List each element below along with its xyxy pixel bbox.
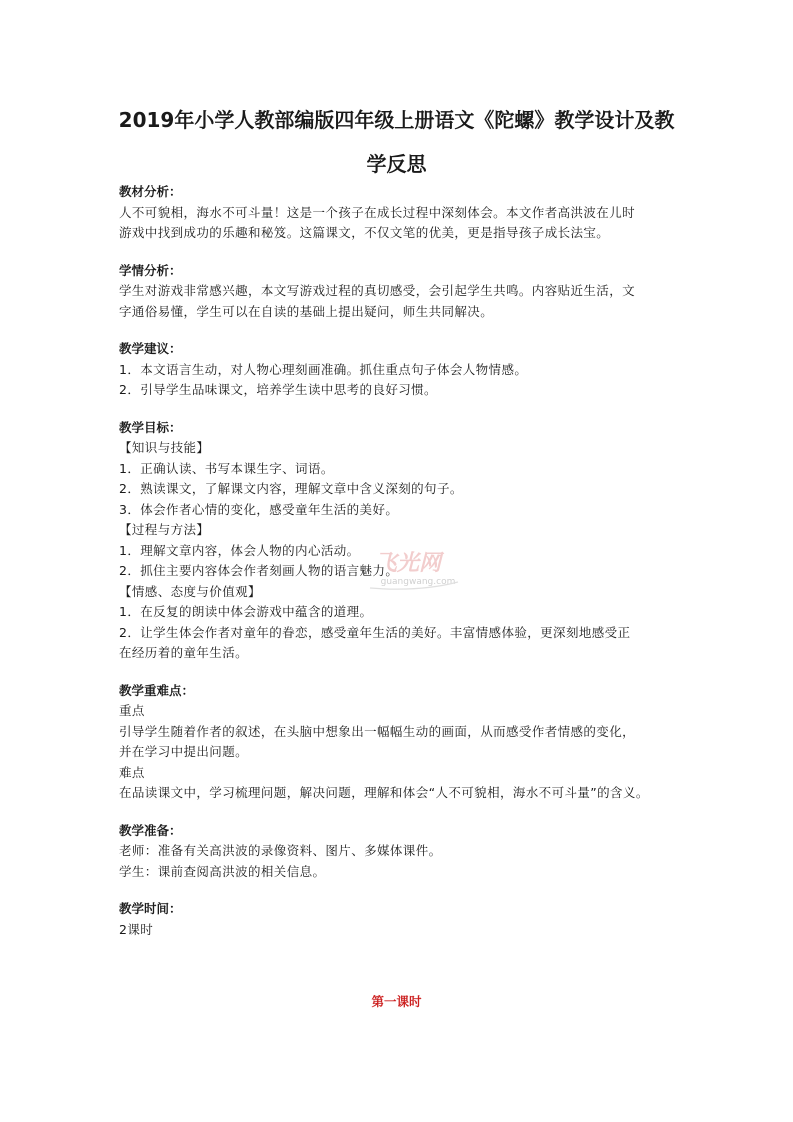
- watermark-text: 飞光网: [374, 551, 442, 576]
- section-line: 1．本文语言生动，对人物心理刻画准确。抓住重点句子体会人物情感。: [119, 361, 528, 377]
- section-line: 并在学习中提出问题。: [119, 744, 249, 759]
- section: [119, 899, 679, 940]
- section-line: 重点: [119, 703, 145, 718]
- section-line: 1．正确认读、书写本课生字、词语。: [119, 460, 334, 476]
- section-heading: 教材分析：: [119, 184, 182, 199]
- section-line: 2．熟读课文，了解课文内容，理解文章中含义深刻的句子。: [119, 481, 463, 496]
- section-line: 难点: [119, 764, 145, 780]
- section-line: 2．让学生体会作者对童年的眷恋，感受童年生活的美好。丰富情感体验，更深刻地感受正: [119, 624, 631, 640]
- section-line: 1．理解文章内容，体会人物的内心活动。: [119, 542, 360, 558]
- section-line: 学生：课前查阅高洪波的相关信息。: [119, 863, 326, 879]
- section-heading: 教学重难点：: [119, 682, 195, 698]
- section-line: 学生对游戏非常感兴趣，本文写游戏过程的真切感受，会引起学生共鸣。内容贴近生活，文: [119, 283, 636, 298]
- lesson-one-heading: 第一课时: [371, 994, 422, 1009]
- section-heading: 教学目标：: [119, 419, 182, 435]
- section-line: 人不可貌相，海水不可斗量！这是一个孩子在成长过程中深刻体会。本文作者高洪波在儿时: [119, 204, 636, 220]
- document-body: [119, 182, 679, 957]
- section-line: 2．引导学生品味课文，培养学生读中思考的良好习惯。: [119, 382, 437, 397]
- section-heading: 教学建议：: [119, 341, 182, 356]
- section-line: 2课时: [119, 921, 154, 937]
- section-line: 在经历着的童年生活。: [119, 645, 249, 660]
- section: [119, 821, 679, 883]
- section: [119, 339, 679, 401]
- section: [119, 418, 679, 664]
- section-line: 1．在反复的朗读中体会游戏中蕴含的道理。: [119, 604, 373, 619]
- section: [119, 681, 679, 804]
- section-heading: 教学准备：: [119, 822, 182, 838]
- watermark-url: guangwang.com: [380, 577, 456, 587]
- title-line-2: 学反思: [366, 152, 427, 176]
- section-line: 3．体会作者心情的变化，感受童年生活的美好。: [119, 501, 399, 517]
- section-line: 【知识与技能】: [119, 440, 210, 455]
- section-line: 在品读课文中，学习梳理问题，解决问题，理解和体会“人不可貌相，海水不可斗量”的含义。: [119, 785, 649, 800]
- section-line: 游戏中找到成功的乐趣和秘笈。这篇课文，不仅文笔的优美，更是指导孩子成长法宝。: [119, 225, 610, 240]
- section-line: 字通俗易懂，学生可以在自读的基础上提出疑问，师生共同解决。: [119, 303, 494, 319]
- section-heading: 教学时间：: [119, 901, 182, 916]
- section-line: 老师：准备有关高洪波的录像资料、图片、多媒体课件。: [119, 843, 442, 858]
- section-line: 2．抓住主要内容体会作者刻画人物的语言魅力。: [119, 563, 399, 578]
- section: [119, 261, 679, 323]
- section-line: 【情感、态度与价值观】: [119, 583, 261, 599]
- section-line: 引导学生随着作者的叙述，在头脑中想象出一幅幅生动的画面，从而感受作者情感的变化，: [119, 723, 636, 739]
- section-line: 【过程与方法】: [119, 522, 210, 537]
- document-title: [100, 98, 693, 186]
- title-line-1: 2019年小学人教部编版四年级上册语文《陀螺》教学设计及教: [118, 108, 675, 132]
- section: [119, 182, 679, 244]
- section-heading: 学情分析：: [119, 262, 182, 278]
